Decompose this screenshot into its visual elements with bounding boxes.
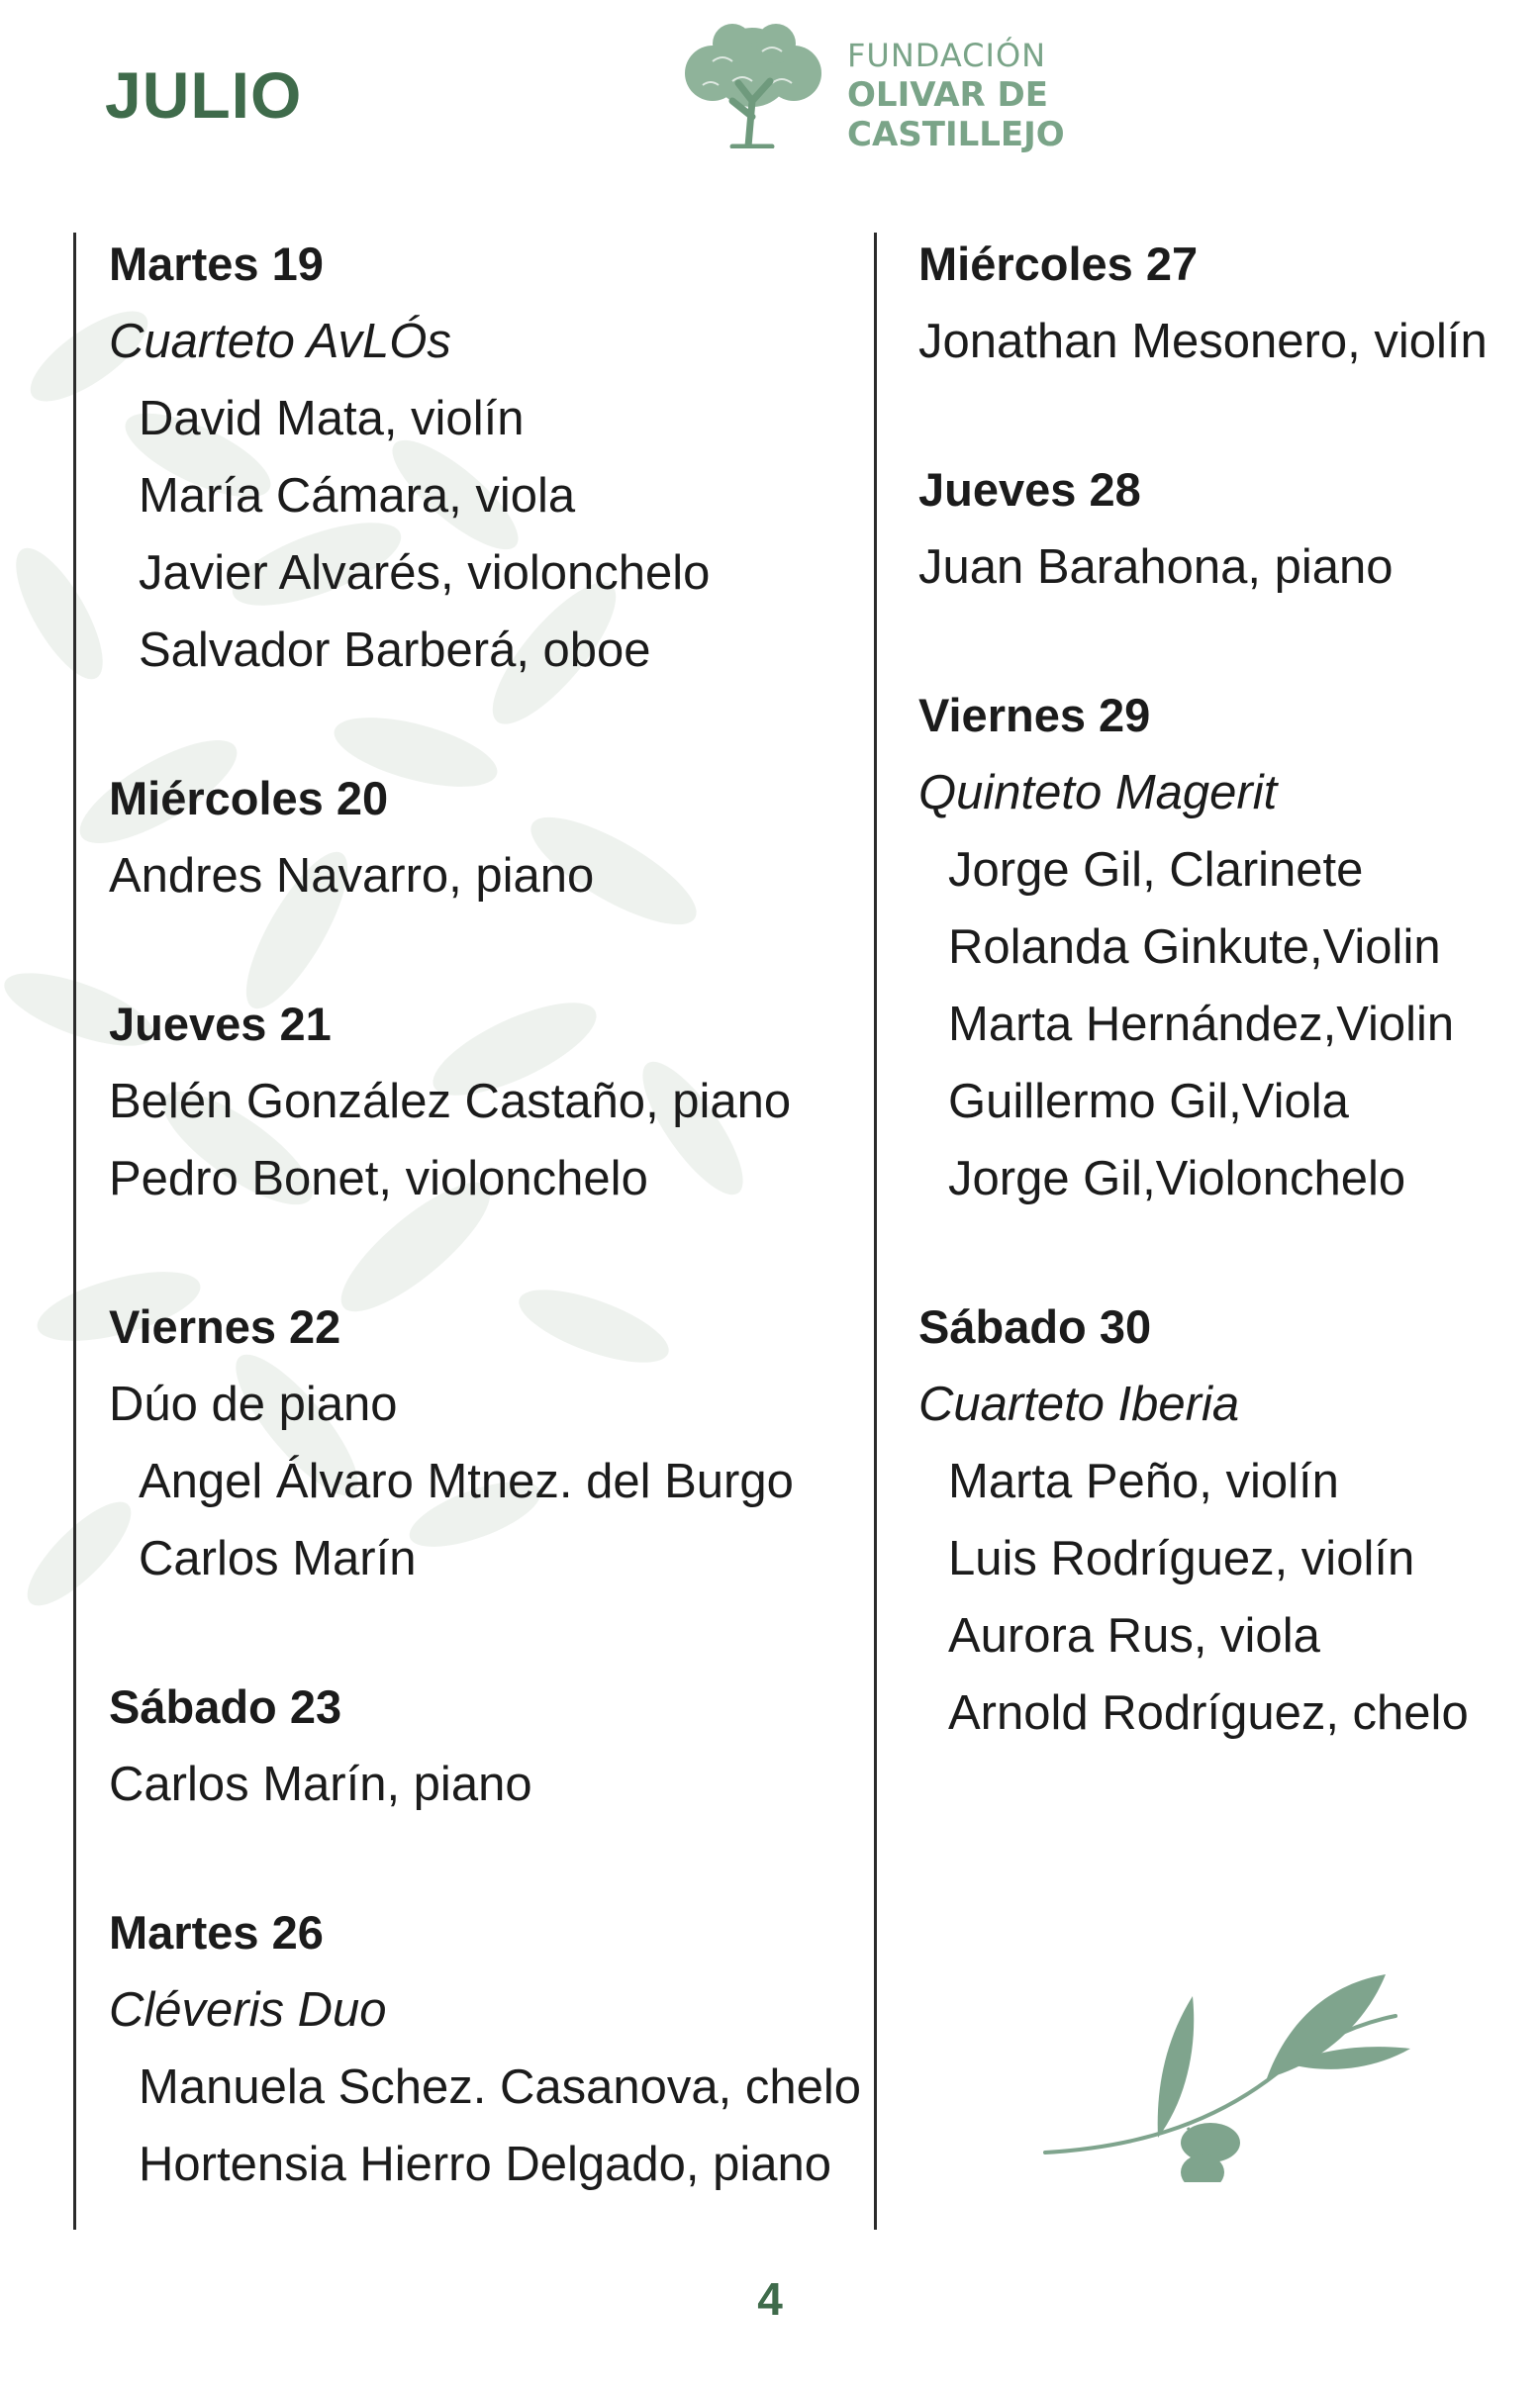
column-divider [874, 233, 877, 2230]
performer: David Mata, violín [139, 392, 525, 445]
event-day: Sábado 30 [918, 1300, 1152, 1353]
event-viernes-22 [109, 1289, 861, 1597]
event-martes-19 [109, 226, 861, 689]
logo-text [847, 36, 1065, 154]
olive-branch-icon [1039, 1925, 1415, 2182]
performer: Marta Peño, violín [948, 1455, 1339, 1508]
page-number: 4 [757, 2273, 783, 2325]
event-jueves-28 [918, 451, 1532, 606]
performer: Jorge Gil, Clarinete [948, 843, 1364, 897]
event-day: Martes 19 [109, 238, 324, 290]
page-title: JULIO [105, 58, 303, 132]
event-miercoles-27 [918, 226, 1532, 380]
event-day: Martes 26 [109, 1906, 324, 1959]
performer: Hortensia Hierro Delgado, piano [139, 2138, 831, 2191]
ensemble-name: Dúo de piano [109, 1378, 398, 1431]
event-day: Jueves 28 [918, 463, 1141, 516]
performer: Aurora Rus, viola [948, 1609, 1320, 1663]
event-day: Miércoles 27 [918, 238, 1199, 290]
event-miercoles-20 [109, 760, 861, 914]
performer: María Cámara, viola [139, 469, 576, 523]
performer: Angel Álvaro Mtnez. del Burgo [139, 1455, 794, 1508]
performer: Andres Navarro, piano [109, 849, 595, 903]
event-day: Miércoles 20 [109, 772, 389, 824]
performer: Rolanda Ginkute,Violin [948, 920, 1441, 974]
logo-line: FUNDACIÓN [847, 37, 1047, 74]
ensemble-name: Cuarteto AvLÓs [109, 315, 451, 368]
column-divider [73, 233, 76, 2230]
event-martes-26 [109, 1894, 861, 2203]
performer: Javier Alvarés, violonchelo [139, 546, 711, 600]
performer: Carlos Marín, piano [109, 1758, 532, 1811]
event-viernes-29 [918, 677, 1532, 1217]
ensemble-name: Quinteto Magerit [918, 766, 1278, 819]
performer: Manuela Schez. Casanova, chelo [139, 2060, 861, 2114]
performer: Juan Barahona, piano [918, 540, 1394, 594]
performer: Marta Hernández,Violin [948, 998, 1455, 1051]
event-jueves-21 [109, 986, 861, 1217]
performer: Luis Rodríguez, violín [948, 1532, 1415, 1585]
olive-tree-icon [673, 22, 833, 148]
performer: Belén González Castaño, piano [109, 1075, 792, 1128]
logo-line: CASTILLEJO [847, 115, 1065, 154]
event-day: Viernes 22 [109, 1300, 341, 1353]
performer: Pedro Bonet, violonchelo [109, 1152, 648, 1205]
performer: Salvador Barberá, oboe [139, 623, 651, 677]
event-day: Viernes 29 [918, 689, 1151, 741]
ensemble-name: Cuarteto Iberia [918, 1378, 1240, 1431]
event-sabado-30 [918, 1289, 1532, 1752]
event-day: Sábado 23 [109, 1680, 342, 1733]
schedule-left-column [109, 226, 861, 2274]
logo-line: OLIVAR DE [847, 75, 1049, 115]
performer: Carlos Marín [139, 1532, 417, 1585]
event-sabado-23 [109, 1669, 861, 1823]
performer: Jorge Gil,Violonchelo [948, 1152, 1406, 1205]
ensemble-name: Cléveris Duo [109, 1983, 387, 2037]
event-day: Jueves 21 [109, 998, 332, 1050]
schedule-right-column [918, 226, 1532, 1823]
performer: Arnold Rodríguez, chelo [948, 1686, 1469, 1740]
performer: Jonathan Mesonero, violín [918, 315, 1488, 368]
performer: Guillermo Gil,Viola [948, 1075, 1349, 1128]
